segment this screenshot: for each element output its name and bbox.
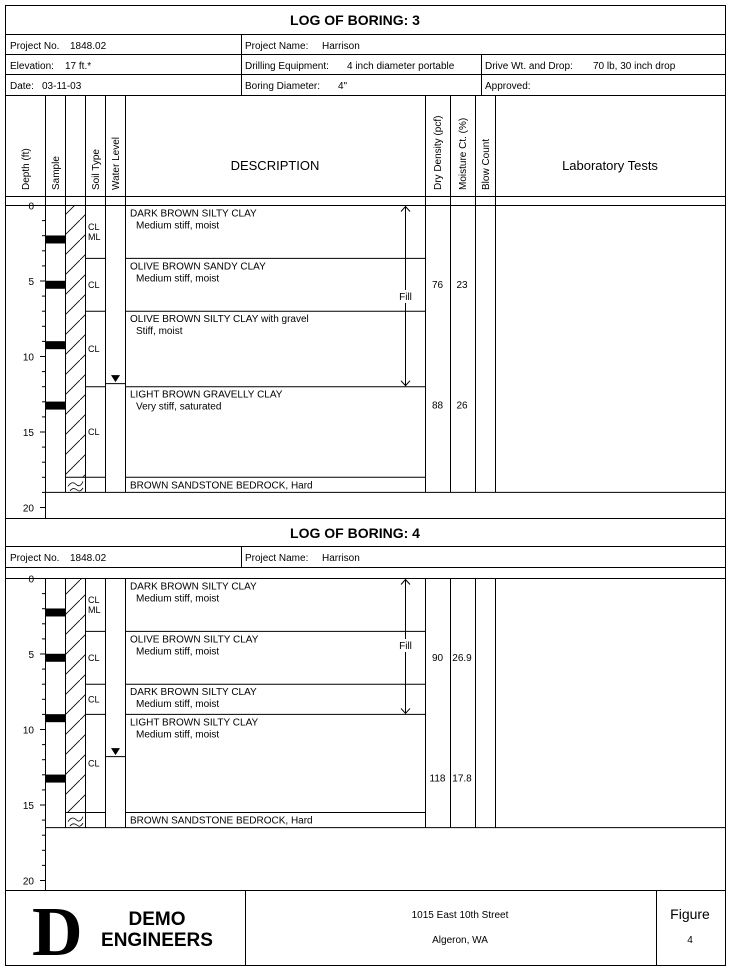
project-no-label-4: Project No.	[10, 553, 60, 564]
drive-value: 70 lb, 30 inch drop	[593, 61, 676, 72]
header-blow-count: Blow Count	[481, 138, 492, 190]
boring-4-title: LOG OF BORING: 4	[290, 525, 420, 541]
bedrock-symbol	[68, 817, 83, 827]
drilling-equipment-value: 4 inch diameter portable	[347, 61, 455, 72]
header-lab-tests: Laboratory Tests	[562, 158, 658, 173]
layer-name	[130, 634, 259, 645]
boring-diameter-value: 4"	[338, 81, 348, 92]
depth-tick-label: 0	[28, 201, 34, 213]
header-sample: Sample	[51, 156, 62, 190]
soil-type-label	[88, 280, 100, 290]
depth-tick-label: 0	[28, 574, 34, 586]
drilling-equipment-label: Drilling Equipment:	[245, 61, 329, 72]
header-description: DESCRIPTION	[230, 158, 320, 173]
elevation-value: 17 ft.*	[65, 61, 92, 72]
layer-detail: Medium stiff, moist	[136, 593, 220, 605]
logo-letter: D	[32, 894, 83, 970]
moisture-value: 23	[456, 279, 468, 291]
soil-hatch	[66, 206, 86, 478]
boring-4-header	[6, 519, 726, 891]
boring-diameter-label: Boring Diameter:	[245, 81, 321, 92]
drive-label: Drive Wt. and Drop:	[485, 61, 573, 72]
soil-type-line: CL	[88, 594, 100, 605]
soil-type-line: CL	[88, 694, 100, 705]
boring-3-header	[6, 6, 726, 519]
header-soil-type: Soil Type	[91, 149, 102, 190]
boring-3-title: LOG OF BORING: 3	[290, 12, 420, 28]
layer-name-text: DARK BROWN SILTY CLAY	[130, 208, 257, 220]
moisture-value: 26.9	[452, 652, 472, 664]
soil-type-line: CL	[88, 279, 100, 290]
layer-detail: Medium stiff, moist	[136, 646, 220, 658]
depth-tick-label: 15	[22, 801, 34, 812]
depth-tick-label: 10	[22, 725, 34, 737]
sample-marker	[46, 608, 66, 616]
soil-type-line: CL	[88, 427, 100, 437]
layer-detail: Medium stiff, moist	[136, 273, 220, 285]
company-name-line1: DEMO	[128, 909, 186, 930]
layer-detail: Stiff, moist	[136, 326, 183, 338]
soil-type-label	[88, 222, 101, 242]
project-name-value: Harrison	[322, 41, 360, 52]
figure-label: Figure	[670, 906, 710, 922]
date-value: 03-11-03	[42, 81, 82, 92]
depth-tick-label: 15	[22, 428, 34, 439]
depth-tick-label: 10	[22, 352, 34, 364]
depth-tick-label: 5	[28, 650, 34, 661]
soil-type-label	[88, 694, 100, 704]
soil-hatch	[66, 579, 86, 813]
layer-name-extra: with gravel	[258, 314, 309, 326]
water-level-icon	[111, 748, 120, 755]
dry-density-value: 90	[431, 652, 444, 664]
layer-name	[130, 582, 257, 593]
soil-type-line: ML	[88, 231, 101, 242]
company-logo	[32, 894, 213, 970]
figure-number: 4	[687, 935, 693, 946]
fill-label: Fill	[399, 292, 412, 303]
bedrock-stroke	[68, 817, 83, 827]
approved-label: Approved:	[485, 81, 531, 92]
layer-name	[130, 687, 257, 698]
water-level-icon	[111, 375, 120, 382]
layer-name-text: LIGHT BROWN GRAVELLY CLAY	[130, 389, 283, 401]
dry-density-value: 88	[431, 400, 444, 412]
layer-name-text: BROWN SANDSTONE BEDROCK, Hard	[130, 480, 313, 492]
header-water-level: Water Level	[111, 137, 122, 190]
project-no-label: Project No.	[10, 41, 60, 52]
depth-tick-label: 5	[28, 277, 34, 288]
layer-detail: Medium stiff, moist	[136, 729, 220, 741]
project-no-value-4: 1848.02	[70, 553, 107, 564]
soil-type-label	[88, 595, 101, 615]
soil-type-line: ML	[88, 604, 101, 615]
address-line2: Algeron, WA	[432, 935, 488, 946]
layer-detail: Very stiff, saturated	[136, 401, 222, 413]
dry-density-value: 118	[429, 773, 446, 785]
bedrock-stroke	[68, 481, 83, 491]
layer-name	[130, 261, 266, 272]
sample-marker	[46, 714, 66, 722]
layer-name	[130, 314, 309, 325]
soil-type-line: CL	[88, 221, 100, 232]
project-name-label: Project Name:	[245, 41, 309, 52]
soil-type-line: CL	[88, 343, 100, 354]
layer-name	[130, 390, 283, 401]
soil-type-label	[88, 653, 100, 663]
date-label: Date:	[10, 81, 34, 92]
layer-name	[130, 209, 257, 220]
header-moisture: Moisture Ct. (%)	[458, 117, 469, 190]
layer-name-text: DARK BROWN SILTY CLAY	[130, 687, 257, 699]
layer-name-text: OLIVE BROWN SILTY CLAY	[130, 634, 259, 646]
project-name-label-4: Project Name:	[245, 553, 309, 564]
header-depth: Depth (ft)	[21, 148, 32, 190]
soil-type-line: CL	[88, 758, 100, 769]
layer-name	[130, 816, 313, 827]
bedrock-symbol	[68, 481, 83, 491]
layer-name-text: BROWN SANDSTONE BEDROCK, Hard	[130, 815, 313, 827]
soil-type-label	[88, 427, 100, 437]
dry-density-value: 76	[431, 279, 444, 291]
project-name-value-4: Harrison	[322, 553, 360, 564]
sample-marker	[46, 775, 66, 783]
address-line1: 1015 East 10th Street	[411, 910, 509, 921]
boring-4-log	[6, 575, 726, 891]
sample-marker	[46, 281, 66, 289]
layer-name	[130, 717, 259, 728]
sample-marker	[46, 341, 66, 349]
layer-name	[130, 480, 313, 491]
soil-type-label	[88, 344, 100, 354]
depth-tick-label: 20	[22, 503, 34, 515]
column-headers	[6, 96, 726, 206]
project-no-value: 1848.02	[70, 41, 107, 52]
fill-label: Fill	[399, 641, 412, 652]
layer-name-text: OLIVE BROWN SANDY CLAY	[130, 261, 266, 273]
layer-detail: Medium stiff, moist	[136, 220, 220, 232]
sample-marker	[46, 235, 66, 243]
header-dry-density: Dry Density (pcf)	[433, 115, 444, 190]
soil-type-line: CL	[88, 652, 100, 663]
layer-name-text: OLIVE BROWN SILTY CLAY	[130, 314, 259, 326]
sample-marker	[46, 654, 66, 662]
title-block	[6, 891, 726, 970]
boring-3-log	[6, 202, 726, 519]
moisture-value: 26	[456, 400, 468, 412]
depth-tick-label: 20	[22, 876, 34, 888]
layer-detail: Medium stiff, moist	[136, 699, 220, 711]
elevation-label: Elevation:	[10, 61, 54, 72]
sample-marker	[46, 402, 66, 410]
layer-name-text: LIGHT BROWN SILTY CLAY	[130, 717, 259, 729]
soil-type-label	[88, 758, 100, 768]
moisture-value: 17.8	[452, 773, 472, 785]
company-name-line2: ENGINEERS	[101, 930, 213, 951]
layer-name-text: DARK BROWN SILTY CLAY	[130, 581, 257, 593]
